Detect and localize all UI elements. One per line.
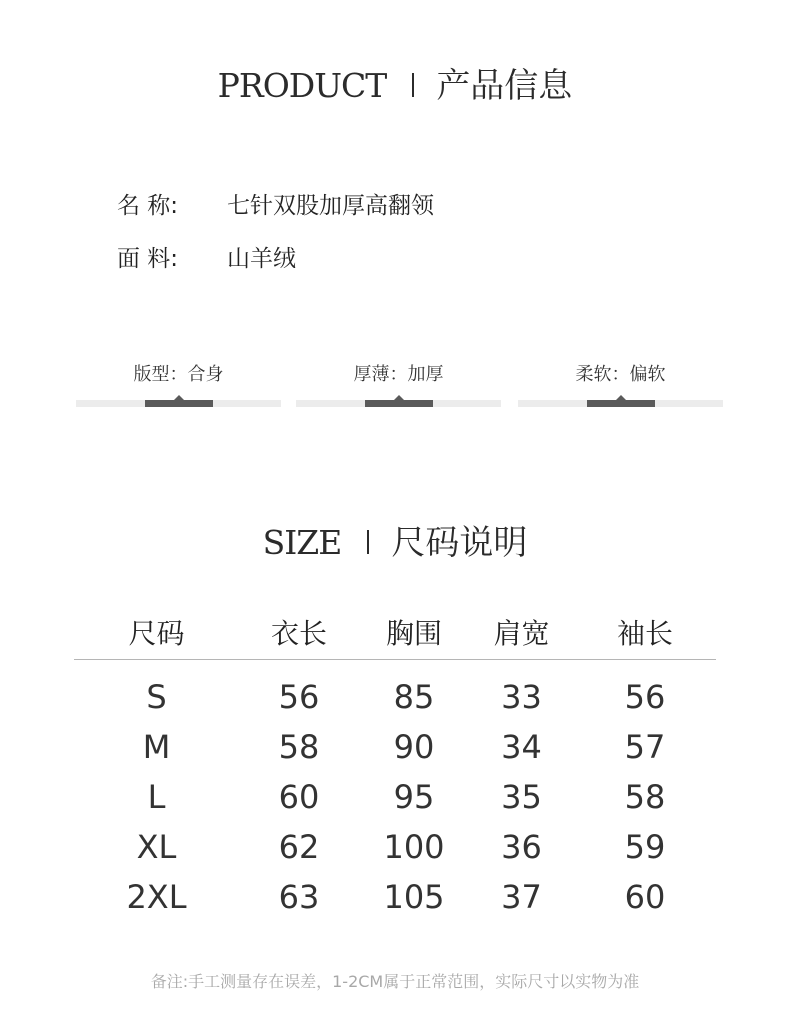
cell-size: XL [136,828,177,866]
size-table [74,605,716,922]
cell-shoulder: 35 [501,778,542,816]
attribute-softness [518,360,723,410]
attribute-thickness-label: 厚薄：加厚 [353,364,444,385]
header-length: 衣长 [239,605,359,660]
product-title-zh: 产品信息 [436,66,573,106]
cell-shoulder: 36 [501,828,542,866]
attribute-fit-label: 版型：合身 [133,364,224,385]
table-row [74,872,716,922]
footnote: 备注:手工测量存在误差，1-2CM属于正常范围，实际尺寸以实物为准 [150,972,640,991]
title-divider [412,73,414,97]
cell-chest: 85 [393,678,435,716]
info-row-fabric [117,240,296,273]
cell-size: S [146,678,167,716]
attribute-fit [76,360,281,410]
attribute-thickness-marker [394,395,404,400]
info-value-name: 七针双股加厚高翻领 [227,193,434,219]
size-title-zh: 尺码说明 [391,523,528,563]
header-sleeve: 袖长 [574,605,716,660]
cell-length: 56 [278,678,320,716]
table-row [74,772,716,822]
attribute-softness-fill [587,400,655,407]
cell-chest: 90 [393,728,435,766]
header-size: 尺码 [74,605,239,660]
cell-size: 2XL [126,878,187,916]
cell-length: 63 [278,878,320,916]
table-row [74,660,716,723]
size-section-title [0,515,790,564]
cell-sleeve: 58 [624,778,666,816]
table-row [74,722,716,772]
cell-length: 62 [278,828,320,866]
product-title-en: PRODUCT [217,66,387,105]
info-value-fabric: 山羊绒 [227,246,296,272]
cell-size: M [142,728,171,766]
cell-sleeve: 60 [624,878,666,916]
attribute-softness-label: 柔软：偏软 [575,364,666,385]
info-key-name: 名 称: [117,193,179,219]
cell-sleeve: 56 [624,678,666,716]
attribute-thickness [296,360,501,410]
attribute-softness-marker [616,395,626,400]
cell-chest: 105 [383,878,445,916]
title-divider [367,530,369,554]
size-title-en: SIZE [262,523,342,562]
attribute-fit-fill [145,400,213,407]
cell-chest: 100 [383,828,445,866]
size-table-header-row [74,605,716,660]
info-row-name [117,187,434,220]
cell-shoulder: 37 [501,878,542,916]
product-section-title [0,58,790,107]
attribute-fit-marker [174,395,184,400]
cell-size: L [147,778,166,816]
cell-length: 60 [278,778,320,816]
cell-shoulder: 33 [501,678,542,716]
header-chest: 胸围 [359,605,469,660]
header-shoulder: 肩宽 [469,605,574,660]
table-row [74,822,716,872]
cell-shoulder: 34 [501,728,542,766]
cell-sleeve: 57 [624,728,666,766]
cell-length: 58 [278,728,320,766]
cell-chest: 95 [393,778,435,816]
info-key-fabric: 面 料: [117,246,179,272]
attribute-thickness-fill [365,400,433,407]
cell-sleeve: 59 [624,828,666,866]
